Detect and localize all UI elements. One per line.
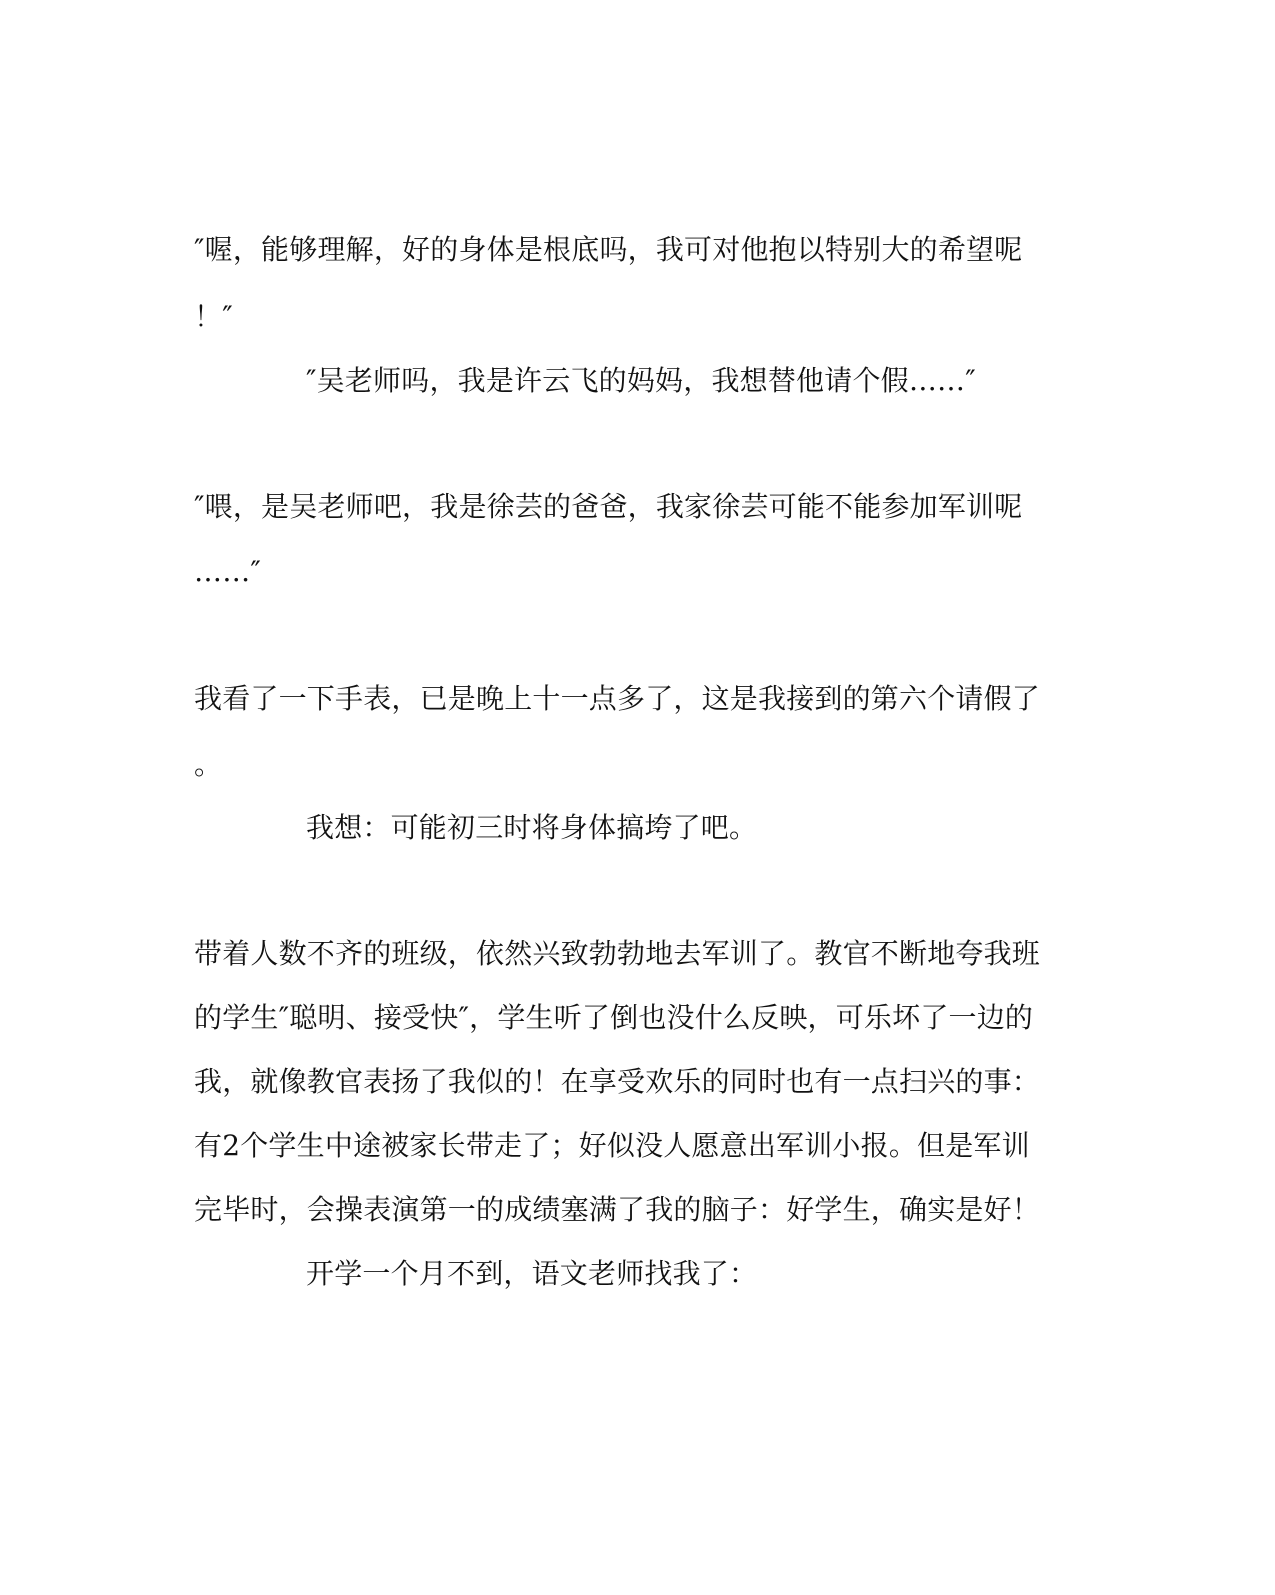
text-line-6: 我看了一下手表，已是晚上十一点多了，这是我接到的第六个请假了: [194, 682, 1041, 715]
text-line-12: 有2个学生中途被家长带走了；好似没人愿意出军训小报。但是军训: [194, 1129, 1030, 1162]
text-line-13: 完毕时，会操表演第一的成绩塞满了我的脑子：好学生，确实是好！: [194, 1193, 1041, 1226]
text-line-11: 我，就像教官表扬了我似的！在享受欢乐的同时也有一点扫兴的事：: [194, 1065, 1041, 1098]
text-line-14: 开学一个月不到，语文老师找我了：: [306, 1257, 758, 1290]
text-line-10: 的学生″聪明、接受快″，学生听了倒也没什么反映，可乐坏了一边的: [194, 1001, 1034, 1034]
text-line-2: ！″: [194, 300, 233, 333]
text-line-7: 。: [194, 748, 223, 781]
text-line-8: 我想：可能初三时将身体搞垮了吧。: [306, 811, 758, 844]
text-line-3: ″吴老师吗，我是许云飞的妈妈，我想替他请个假……″: [306, 364, 976, 397]
text-line-4: ″喂，是吴老师吧，我是徐芸的爸爸，我家徐芸可能不能参加军训呢: [194, 490, 1023, 523]
text-line-1: ″喔，能够理解，好的身体是根底吗，我可对他抱以特别大的希望呢: [194, 233, 1023, 266]
text-line-5: ……″: [194, 555, 262, 588]
text-line-9: 带着人数不齐的班级，依然兴致勃勃地去军训了。教官不断地夸我班: [194, 937, 1041, 970]
